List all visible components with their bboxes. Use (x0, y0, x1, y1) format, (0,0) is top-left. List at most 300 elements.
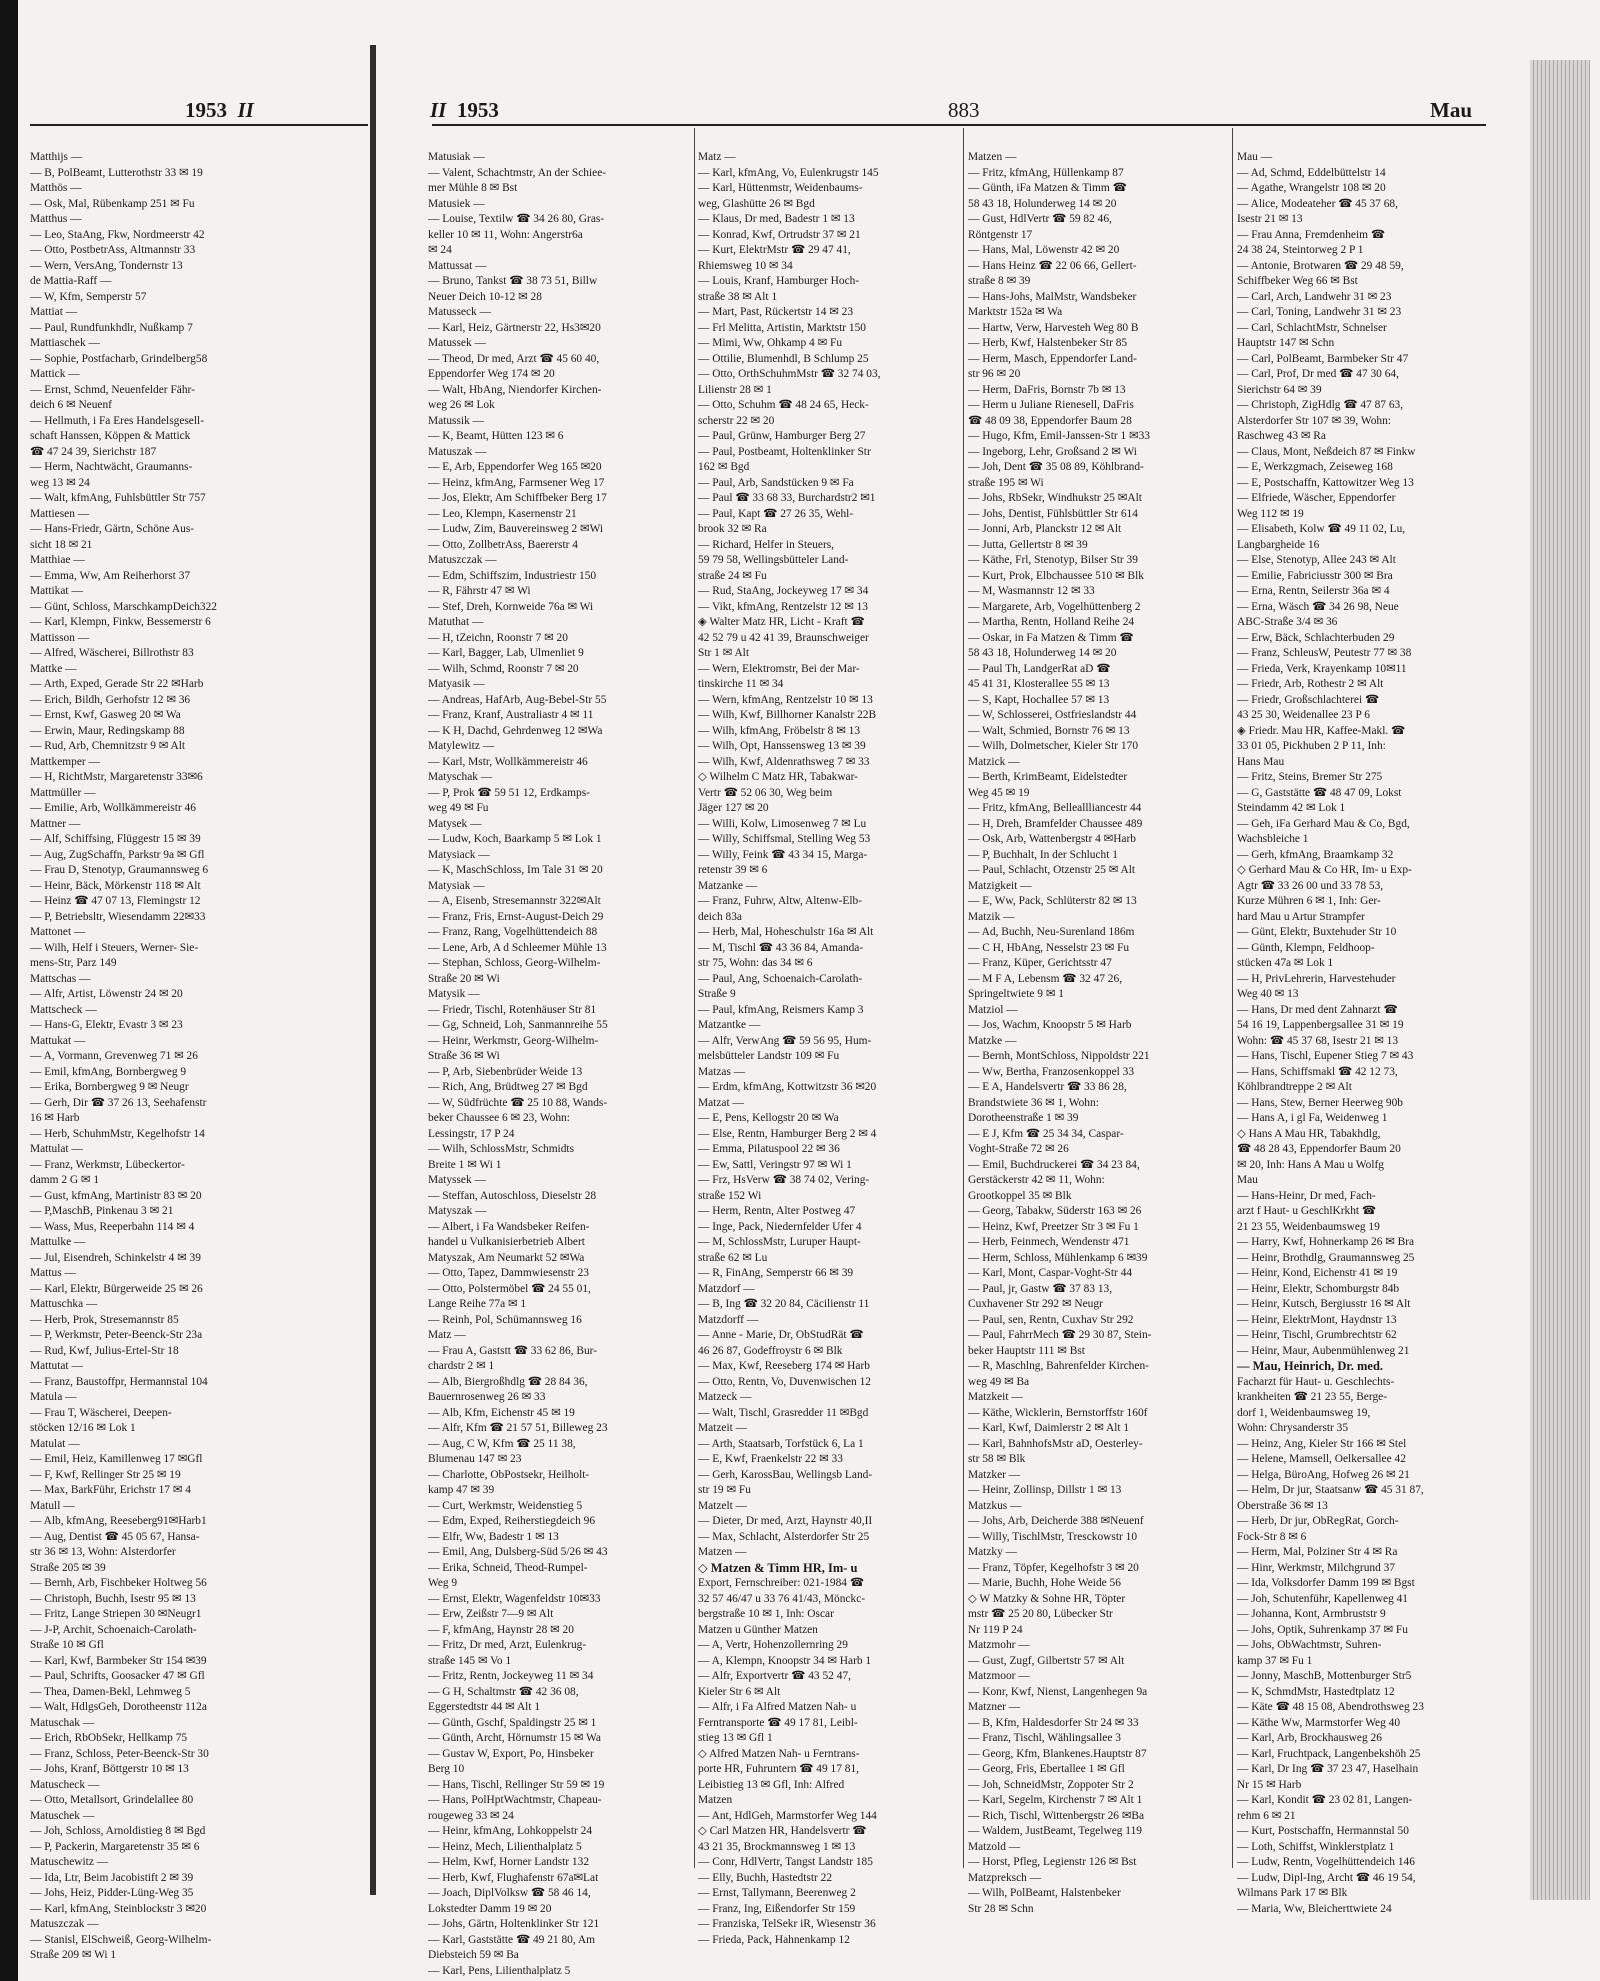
directory-entry: Langbargheide 16 (1237, 538, 1320, 551)
directory-entry: — Wern, kfmAng, Rentzelstr 10 ✉ 13 (698, 693, 873, 706)
directory-entry: ☎ 47 24 39, Sierichstr 187 (30, 445, 157, 458)
directory-entry: — Harry, Kwf, Hohnerkamp 26 ✉ Bra (1237, 1236, 1415, 1248)
directory-entry: — Max, BarkFühr, Erichstr 17 ✉ 4 (30, 1484, 191, 1496)
directory-entry: — Gustav W, Export, Po, Hinsbeker (428, 1747, 594, 1760)
directory-entry: — P,MaschB, Pinkenau 3 ✉ 21 (30, 1205, 174, 1217)
directory-entry: — Konrad, Kwf, Ortrudstr 37 ✉ 21 (698, 228, 861, 241)
directory-entry: ◇ W Matzky & Sohne HR, Töpter (968, 1592, 1126, 1605)
directory-entry: — Else, Rentn, Hamburger Berg 2 ✉ 4 (698, 1127, 877, 1140)
directory-entry: — S, Kapt, Hochallee 57 ✉ 13 (968, 693, 1110, 706)
directory-entry: Matylewitz — (428, 740, 495, 752)
directory-entry: — K H, Dachd, Gehrdenweg 12 ✉Wa (428, 724, 603, 737)
directory-entry: — A, Vormann, Grevenweg 71 ✉ 26 (30, 1050, 198, 1062)
directory-entry: straße 145 ✉ Vo 1 (428, 1654, 512, 1667)
directory-entry: stöcken 12/16 ✉ Lok 1 (30, 1422, 136, 1434)
directory-entry: — Ida, Ltr, Beim Jacobistift 2 ✉ 39 (30, 1871, 194, 1884)
directory-entry: — W, Schlosserei, Ostfrieslandstr 44 (968, 709, 1137, 721)
directory-entry: — Heinr, ElektrMont, Haydnstr 13 (1237, 1313, 1397, 1326)
directory-entry: — Ida, Volksdorfer Damm 199 ✉ Bgst (1237, 1577, 1415, 1589)
directory-entry: — J-P, Archit, Schoenaich-Carolath- (30, 1623, 197, 1636)
directory-entry: — Käthe Ww, Marmstorfer Weg 40 (1237, 1716, 1401, 1729)
directory-entry: — Heinz, Ang, Kieler Str 166 ✉ Stel (1237, 1437, 1407, 1450)
directory-entry: — Heinr, kfmAng, Lohkoppelstr 24 (428, 1825, 593, 1837)
column-rule (694, 128, 695, 1868)
directory-entry: — Fritz, kfmAng, Belleallliancestr 44 (968, 802, 1142, 814)
directory-entry: Matzner — (968, 1701, 1021, 1713)
directory-entry: Mattiesen — (30, 507, 90, 520)
directory-entry: Berg 10 (428, 1763, 465, 1775)
directory-entry: — Elly, Buchh, Hastedtstr 22 (698, 1871, 833, 1884)
directory-entry: — E, Ww, Pack, Schlüterstr 82 ✉ 13 (968, 895, 1137, 907)
directory-entry: — Franz, Schloss, Peter-Beenck-Str 30 (30, 1747, 209, 1760)
directory-entry: — Wilh, Opt, Hanssensweg 13 ✉ 39 (698, 740, 866, 752)
directory-entry: — W, Südfrüchte ☎ 25 10 88, Wands- (428, 1096, 608, 1109)
directory-entry: — Edm, Schiffszim, Industriestr 150 (428, 569, 597, 582)
directory-entry: — Louis, Kranf, Hamburger Hoch- (698, 275, 860, 287)
directory-entry: — Karl, Hüttenmstr, Weidenbaums- (698, 182, 863, 194)
directory-entry: — Erika, Bornbergweg 9 ✉ Neugr (30, 1081, 189, 1093)
directory-entry: — Oskar, in Fa Matzen & Timm ☎ (968, 631, 1134, 644)
directory-entry: — Fritz, Lange Striepen 30 ✉Neugr1 (30, 1608, 202, 1620)
directory-entry: — Emil, Ang, Dulsberg-Süd 5/26 ✉ 43 (428, 1546, 608, 1558)
directory-entry: — Ludw, Zim, Bauvereinsweg 2 ✉Wi (428, 523, 604, 535)
left-page-header (185, 98, 254, 123)
directory-entry: Mattulke — (30, 1236, 86, 1248)
directory-entry: straße 195 ✉ Wi (968, 476, 1044, 489)
directory-entry: — Karl, Klempn, Finkw, Bessemerstr 6 (30, 616, 211, 628)
directory-entry: — Herm, Schloss, Mühlenkamp 6 ✉39 (968, 1251, 1148, 1264)
right-page-header (430, 98, 499, 123)
directory-entry: — Heinr, Bäck, Mörkenstr 118 ✉ Alt (30, 879, 201, 892)
right-header-year: 1953 (456, 98, 499, 122)
directory-entry: — Alb, Kfm, Eichenstr 45 ✉ 19 (428, 1406, 575, 1419)
directory-entry: — Heinr, Kutsch, Bergiusstr 16 ✉ Alt (1237, 1298, 1411, 1310)
directory-entry: — Bernh, Arb, Fischbeker Holtweg 56 (30, 1577, 207, 1589)
directory-column-3 (968, 150, 1230, 1915)
directory-entry: — Helm, Dr jur, Staatsanw ☎ 45 31 87, (1237, 1484, 1424, 1496)
directory-entry: — M F A, Lebensm ☎ 32 47 26, (968, 972, 1123, 985)
directory-entry: Matzick — (968, 755, 1020, 768)
directory-entry: ◈ Walter Matz HR, Licht - Kraft ☎ (698, 616, 865, 628)
directory-entry: — Gust, Zugf, Gilbertstr 57 ✉ Alt (968, 1654, 1125, 1667)
directory-entry: Vertr ☎ 52 06 30, Weg beim (698, 786, 833, 799)
directory-entry: Köhlbrandtreppe 2 ✉ Alt (1237, 1081, 1352, 1093)
directory-entry: arzt f Haut- u GeschlKrkht ☎ (1237, 1205, 1377, 1217)
directory-entry: Weg 40 ✉ 13 (1237, 988, 1299, 1000)
directory-entry: — Hans-Johs, MalMstr, Wandsbeker (968, 290, 1137, 303)
directory-entry: porte HR, Fuhruntern ☎ 49 17 81, (698, 1763, 859, 1775)
directory-entry: — Karl, kfmAng, Vo, Eulenkrugstr 145 (698, 166, 879, 179)
right-header-rule (432, 124, 1486, 126)
directory-entry: keller 10 ✉ 11, Wohn: Angerstr6a (428, 228, 583, 241)
directory-entry: Straße 10 ✉ Gfl (30, 1639, 104, 1651)
directory-entry: — Käthe, Frl, Stenotyp, Bilser Str 39 (968, 554, 1138, 566)
directory-entry: 24 38 24, Steintorweg 2 P 1 (1237, 244, 1364, 256)
directory-entry: weg 49 ✉ Fu (428, 802, 489, 814)
directory-entry: mstr ☎ 25 20 80, Lübecker Str (968, 1608, 1113, 1620)
directory-entry: — Emil, Buchdruckerei ☎ 34 23 84, (968, 1158, 1140, 1171)
directory-entry: — Joh, Schutenführ, Kapellenweg 41 (1237, 1592, 1408, 1605)
directory-entry: Kieler Str 6 ✉ Alt (698, 1685, 781, 1698)
directory-entry: — Fritz, kfmAng, Hüllenkamp 87 (968, 166, 1124, 179)
directory-entry: — Ad, Buchh, Neu-Surenland 186m (968, 926, 1135, 938)
directory-entry: Diebsteich 59 ✉ Ba (428, 1949, 519, 1961)
directory-entry: — Paul ☎ 33 68 33, Burchardstr2 ✉1 (698, 492, 876, 504)
directory-entry: ◈ Friedr. Mau HR, Kaffee-Makl. ☎ (1237, 724, 1406, 737)
directory-entry: — Erw, Bäck, Schlachterbuden 29 (1237, 631, 1395, 644)
directory-entry: Matysiack — (428, 848, 490, 861)
directory-entry: — Kurt, Postschaffn, Hermannstal 50 (1237, 1825, 1409, 1837)
directory-entry: — Ludw, Rentn, Vogelhüttendeich 146 (1237, 1856, 1415, 1868)
directory-entry: — R, Fährstr 47 ✉ Wi (428, 585, 531, 597)
directory-entry: bergstraße 10 ✉ 1, Inh: Oscar (698, 1608, 834, 1620)
right-header-roman: II (430, 98, 447, 122)
directory-entry: — Heinz ☎ 47 07 13, Flemingstr 12 (30, 895, 201, 907)
directory-entry: — Hans, PolHptWachtmstr, Chapeau- (428, 1794, 602, 1806)
directory-entry: 43 25 30, Weidenallee 23 P 6 (1237, 709, 1370, 721)
directory-entry: — Wern, VersAng, Tondernstr 13 (30, 259, 183, 272)
directory-entry: — Konr, Kwf, Nienst, Langenhegen 9a (968, 1685, 1148, 1698)
directory-entry: — Anne - Marie, Dr, ObStudRät ☎ (698, 1329, 864, 1341)
directory-entry: Nr 15 ✉ Harb (1237, 1778, 1302, 1791)
directory-entry: rougeweg 33 ✉ 24 (428, 1809, 514, 1822)
directory-entry: — Carl, Toning, Landwehr 31 ✉ 23 (1237, 306, 1402, 318)
directory-entry: str 75, Wohn: das 34 ✉ 6 (698, 957, 813, 969)
directory-entry: Neuer Deich 10-12 ✉ 28 (428, 290, 542, 303)
directory-entry: — Martha, Rentn, Holland Reihe 24 (968, 616, 1135, 628)
directory-entry: — Karl, Mont, Caspar-Voght-Str 44 (968, 1267, 1133, 1279)
directory-entry: Export, Fernschreiber: 021-1984 ☎ (698, 1577, 865, 1589)
directory-entry: Springeltwiete 9 ✉ 1 (968, 988, 1064, 1000)
left-header-rule (30, 124, 368, 126)
directory-entry: Isestr 21 ✉ 13 (1237, 213, 1303, 225)
directory-entry: Lange Reihe 77a ✉ 1 (428, 1298, 527, 1310)
directory-entry: — Günth, Archt, Hörnumstr 15 ✉ Wa (428, 1732, 601, 1744)
directory-entry: — Paul, Schrifts, Goosacker 47 ✉ Gfl (30, 1670, 205, 1682)
directory-entry: ✉ 24 (428, 244, 452, 256)
directory-entry: — Gust, kfmAng, Martinistr 83 ✉ 20 (30, 1189, 202, 1202)
directory-entry: — Willy, TischlMstr, Tresckowstr 10 (968, 1530, 1138, 1543)
directory-entry: — Karl, Gaststätte ☎ 49 21 80, Am (428, 1933, 595, 1946)
directory-entry: — Heinr, Brothdlg, Graumannsweg 25 (1237, 1251, 1415, 1264)
directory-entry: — Erw, Zeißstr 7—9 ✉ Alt (428, 1608, 554, 1620)
directory-entry: — Paul, Postbeamt, Holtenklinker Str (698, 445, 871, 458)
directory-entry: — Alf, Schiffsing, Flüggestr 15 ✉ 39 (30, 833, 201, 845)
directory-entry: — Karl, Fruchtpack, Langenbekshöh 25 (1237, 1747, 1421, 1760)
directory-entry: — Fritz, Steins, Bremer Str 275 (1237, 771, 1383, 783)
directory-entry: — Herm, Rentn, Alter Postweg 47 (698, 1205, 856, 1217)
directory-entry: — E, Kwf, Fraenkelstr 22 ✉ 33 (698, 1453, 843, 1465)
directory-entry: Matussek — (428, 337, 486, 349)
directory-entry: — Herm u Juliane Rienesell, DaFris (968, 399, 1134, 411)
directory-entry: — Herb, SchuhmMstr, Kegelhofstr 14 (30, 1127, 205, 1140)
directory-entry: Mau — (1237, 151, 1273, 163)
directory-entry: Mattulat — (30, 1143, 83, 1155)
directory-entry: Dorotheenstraße 1 ✉ 39 (968, 1112, 1079, 1124)
directory-entry: — Walt, Schmied, Bornstr 76 ✉ 13 (968, 724, 1130, 737)
directory-entry: kamp 47 ✉ 39 (428, 1484, 495, 1496)
directory-entry: — Jul, Eisendreh, Schinkelstr 4 ✉ 39 (30, 1251, 201, 1264)
directory-entry: — Hartw, Verw, Harvesteh Weg 80 B (968, 321, 1139, 334)
directory-entry: Straße 20 ✉ Wi (428, 972, 500, 985)
directory-entry: — Carl, SchlachtMstr, Schnelser (1237, 321, 1387, 334)
directory-entry: — Erika, Schneid, Theod-Rumpel- (428, 1561, 588, 1574)
directory-entry: — R, Maschlng, Bahrenfelder Kirchen- (968, 1360, 1149, 1372)
directory-entry: — Karl, Segelm, Kirchenstr 7 ✉ Alt 1 (968, 1794, 1143, 1806)
directory-entry: — Paul, Schlacht, Otzenstr 25 ✉ Alt (968, 864, 1136, 876)
directory-entry: — Paul, Ang, Schoenaich-Carolath- (698, 972, 863, 985)
directory-entry: — Hans, Tischl, Rellinger Str 59 ✉ 19 (428, 1778, 605, 1791)
directory-entry: Nr 119 P 24 (968, 1623, 1023, 1636)
directory-entry: — Franz, Fuhrw, Altw, Altenw-Elb- (698, 895, 862, 907)
directory-entry: — Karl, Pens, Lilienthalplatz 5 (428, 1964, 571, 1977)
directory-entry: — K, MaschSchloss, Im Tale 31 ✉ 20 (428, 864, 603, 876)
directory-entry: — Conr, HdlVertr, Tangst Landstr 185 (698, 1856, 873, 1868)
directory-entry: — Heinr, Tischl, Grumbrechtstr 62 (1237, 1329, 1397, 1341)
directory-entry: — Frau A, Gaststt ☎ 33 62 86, Bur- (428, 1344, 597, 1357)
directory-entry: Matzen — (698, 1546, 747, 1558)
directory-entry: — Ottilie, Blumenhdl, B Schlump 25 (698, 352, 869, 365)
directory-entry: — K, Beamt, Hütten 123 ✉ 6 (428, 430, 564, 442)
directory-entry: Matuszczak — (30, 1918, 99, 1930)
directory-entry: — Heinr, Werkmstr, Georg-Wilhelm- (428, 1034, 599, 1047)
directory-entry: Matuthat — (428, 616, 484, 628)
directory-entry: — Rich, Ang, Brüdtweg 27 ✉ Bgd (428, 1081, 588, 1093)
directory-entry: Str 1 ✉ Alt (698, 647, 750, 659)
directory-entry: — Ludw, Koch, Baarkamp 5 ✉ Lok 1 (428, 833, 602, 845)
directory-column-4 (1237, 150, 1499, 1915)
directory-entry: — Heinz, kfmAng, Farmsener Weg 17 (428, 476, 605, 489)
directory-entry: Matusiak — (428, 151, 485, 163)
directory-entry: brook 32 ✉ Ra (698, 523, 767, 535)
directory-entry: dorf 1, Weidenbaumsweg 19, (1237, 1406, 1371, 1419)
directory-entry: — Wilh, Dolmetscher, Kieler Str 170 (968, 740, 1139, 752)
directory-entry: — Else, Stenotyp, Allee 243 ✉ Alt (1237, 554, 1396, 566)
directory-entry: Matzmohr — (968, 1639, 1030, 1651)
directory-entry: — Mimi, Ww, Ohkamp 4 ✉ Fu (698, 337, 843, 349)
directory-entry: straße 152 Wi (698, 1189, 762, 1202)
directory-entry: — E A, Handelsvertr ☎ 33 86 28, (968, 1081, 1127, 1093)
directory-entry: — H, tZeichn, Roonstr 7 ✉ 20 (428, 631, 568, 644)
directory-entry: — Emma, Ww, Am Reiherhorst 37 (30, 569, 191, 582)
directory-entry: — Paul Th, LandgerRat aD ☎ (968, 662, 1111, 675)
directory-entry: — Ad, Schmd, Eddelbüttelstr 14 (1237, 166, 1386, 179)
directory-entry: Matzas — (698, 1065, 746, 1078)
directory-entry: — Franz, Werkmstr, Lübeckertor- (30, 1158, 185, 1171)
directory-entry: — Hans, Tischl, Eupener Stieg 7 ✉ 43 (1237, 1050, 1414, 1062)
directory-entry: Lessingstr, 17 P 24 (428, 1127, 515, 1140)
directory-entry: — Maria, Ww, Bleicherttwiete 24 (1237, 1902, 1392, 1915)
scan-edge (0, 0, 18, 1981)
directory-entry: — P, Buchhalt, In der Schlucht 1 (968, 848, 1118, 861)
directory-entry: — P, Packerin, Margaretenstr 35 ✉ 6 (30, 1840, 200, 1853)
directory-entry: — Claus, Mont, Neßdeich 87 ✉ Finkw (1237, 445, 1416, 458)
directory-entry: deich 83a (698, 910, 742, 923)
directory-entry: Matzkus — (968, 1499, 1022, 1512)
directory-entry: — Gerh, kfmAng, Braamkamp 32 (1237, 848, 1394, 861)
directory-entry: — Herb, Dr jur, ObRegRat, Gorch- (1237, 1515, 1399, 1527)
directory-entry: — P, Betriebsltr, Wiesendamm 22✉33 (30, 910, 206, 923)
directory-entry: Mattussat — (428, 259, 487, 272)
directory-entry: — Wass, Mus, Reeperbahn 114 ✉ 4 (30, 1220, 195, 1233)
directory-entry: stücken 47a ✉ Lok 1 (1237, 957, 1334, 969)
directory-entry: deich 6 ✉ Neuenf (30, 399, 112, 411)
directory-entry: — Ingeborg, Lehr, Großsand 2 ✉ Wi (968, 445, 1137, 458)
directory-entry: — Johs, Arb, Deicherde 388 ✉Neuenf (968, 1515, 1144, 1527)
directory-entry: weg 26 ✉ Lok (428, 399, 495, 411)
directory-entry: Matzold — (968, 1840, 1021, 1853)
directory-entry: — Helene, Mamsell, Oelkersallee 42 (1237, 1453, 1406, 1465)
directory-entry: — Karl, Heiz, Gärtnerstr 22, Hs3✉20 (428, 321, 601, 334)
directory-entry: — Rud, Arb, Chemnitzstr 9 ✉ Alt (30, 740, 186, 752)
running-head: Mau (1430, 98, 1472, 122)
directory-entry: — Erich, Bildh, Gerhofstr 12 ✉ 36 (30, 693, 191, 706)
directory-entry: Matyszak, Am Neumarkt 52 ✉Wa (428, 1251, 585, 1264)
directory-entry: — Ernst, Elektr, Wagenfeldstr 10✉33 (428, 1592, 601, 1605)
directory-entry: — Karl, Kwf, Barmbeker Str 154 ✉39 (30, 1654, 207, 1667)
directory-entry: — Elfriede, Wäscher, Eppendorfer (1237, 492, 1396, 504)
directory-entry: — Friedr, Arb, Rothestr 2 ✉ Alt (1237, 678, 1384, 690)
directory-entry: Matzke — (968, 1034, 1017, 1047)
column-rule (963, 128, 964, 1868)
directory-entry: — Paul, Arb, Sandstücken 9 ✉ Fa (698, 476, 854, 489)
directory-entry: — Heinr, Zollinsp, Dillstr 1 ✉ 13 (968, 1484, 1122, 1496)
directory-entry: Matull — (30, 1499, 75, 1512)
directory-entry: — Leo, StaAng, Fkw, Nordmeerstr 42 (30, 228, 205, 241)
directory-entry: — R, FinAng, Semperstr 66 ✉ 39 (698, 1267, 854, 1279)
directory-entry: Hans Mau (1237, 755, 1285, 768)
directory-entry: — Otto, Schuhm ☎ 48 24 65, Heck- (698, 399, 869, 411)
directory-entry: — Karl, Mstr, Wollkämmereistr 46 (428, 755, 588, 768)
directory-entry: — Günt, Schloss, MarschkampDeich322 (30, 600, 217, 613)
directory-entry: Str 28 ✉ Schn (968, 1902, 1034, 1915)
directory-entry: Mattuschka — (30, 1298, 98, 1310)
directory-entry: — Reinh, Pol, Schümannsweg 16 (428, 1313, 582, 1326)
directory-entry: — Arth, Staatsarb, Torfstück 6, La 1 (698, 1437, 864, 1450)
directory-entry: — Otto, ZollbetrAss, Baererstr 4 (428, 538, 578, 551)
directory-entry: Matthijs — (30, 151, 83, 163)
directory-entry: damm 2 G ✉ 1 (30, 1174, 100, 1186)
directory-entry: ◇ Alfred Matzen Nah- u Ferntrans- (698, 1747, 860, 1760)
directory-entry: Matyszak — (428, 1205, 487, 1217)
directory-entry: — Franz, Tischl, Wählingsallee 3 (968, 1732, 1121, 1744)
directory-entry: — Emma, Pilatuspool 22 ✉ 36 (698, 1143, 840, 1155)
directory-entry: ◇ Wilhelm C Matz HR, Tabakwar- (698, 771, 858, 783)
directory-entry: Matzen — (968, 151, 1017, 163)
directory-entry: — Ew, Sattl, Veringstr 97 ✉ Wi 1 (698, 1158, 852, 1171)
directory-entry: — Franz, Rang, Vogelhüttendeich 88 (428, 926, 598, 938)
directory-entry: — Fritz, Rentn, Jockeyweg 11 ✉ 34 (428, 1670, 594, 1682)
directory-entry: — Jos, Wachm, Knoopstr 5 ✉ Harb (968, 1019, 1132, 1031)
directory-entry: tinskirche 11 ✉ 34 (698, 678, 784, 690)
directory-entry: — Carl, Prof, Dr med ☎ 47 30 64, (1237, 368, 1399, 380)
directory-entry: — Karl, Bagger, Lab, Ulmenliet 9 (428, 647, 584, 659)
directory-entry: — Andreas, HafArb, Aug-Bebel-Str 55 (428, 693, 607, 706)
directory-entry: — Paul, kfmAng, Reismers Kamp 3 (698, 1003, 864, 1016)
directory-entry: Sierichstr 64 ✉ 39 (1237, 383, 1322, 396)
directory-entry: — Herb, Prok, Stresemannstr 85 (30, 1313, 179, 1326)
directory-entry: — Paul, Grünw, Hamburger Berg 27 (698, 430, 866, 442)
directory-entry: — Gerh, KarossBau, Wellingsb Land- (698, 1468, 873, 1481)
directory-entry: 42 52 79 u 42 41 39, Braunschweiger (698, 631, 869, 644)
directory-entry: — Karl, Dr Ing ☎ 37 23 47, Haselhain (1237, 1763, 1419, 1775)
directory-entry: — M, Wasmannstr 12 ✉ 33 (968, 585, 1095, 597)
directory-entry: Mattke — (30, 662, 77, 675)
directory-entry: — Herm, Mal, Polziner Str 4 ✉ Ra (1237, 1546, 1398, 1558)
directory-entry: — Heinr, Maur, Aubenmühlenweg 21 (1237, 1344, 1410, 1357)
directory-entry: Matuszak — (428, 445, 487, 458)
directory-entry: — Geh, iFa Gerhard Mau & Co, Bgd, (1237, 817, 1410, 830)
directory-entry: Voght-Straße 72 ✉ 26 (968, 1143, 1069, 1155)
directory-entry: — Richard, Helfer in Steuers, (698, 538, 835, 551)
directory-entry: — Louise, Textilw ☎ 34 26 80, Gras- (428, 213, 605, 225)
directory-entry: — Stephan, Schloss, Georg-Wilhelm- (428, 957, 601, 969)
directory-entry: de Mattia-Raff — (30, 275, 112, 287)
directory-entry: — Hans A, i gl Fa, Weidenweg 1 (1237, 1112, 1388, 1124)
directory-entry: — Jonni, Arb, Planckstr 12 ✉ Alt (968, 523, 1122, 535)
directory-entry: retenstr 39 ✉ 6 (698, 864, 768, 876)
directory-entry: — E, Arb, Eppendorfer Weg 165 ✉20 (428, 461, 602, 473)
directory-entry: Matuszczak — (428, 554, 497, 566)
directory-entry: — Rud, Kwf, Julius-Ertel-Str 18 (30, 1344, 179, 1357)
directory-entry: — Georg, Tabakw, Süderstr 163 ✉ 26 (968, 1205, 1142, 1217)
directory-entry: — Wilh, kfmAng, Fröbelstr 8 ✉ 13 (698, 724, 861, 737)
directory-entry: — P, Arb, Siebenbrüder Weide 13 (428, 1065, 583, 1078)
directory-entry: — E, Postschaffn, Kattowitzer Weg 13 (1237, 476, 1414, 489)
directory-entry: schaft Hanssen, Köppen & Mattick (30, 430, 191, 442)
directory-entry: — Heinr, Kond, Eichenstr 41 ✉ 19 (1237, 1267, 1398, 1279)
directory-entry: — Gerh, Dir ☎ 37 26 13, Seehafenstr (30, 1096, 207, 1109)
directory-entry: ◇ Carl Matzen HR, Handelsvertr ☎ (698, 1825, 867, 1837)
directory-entry: Matzeck — (698, 1391, 752, 1403)
directory-entry: — Gust, HdlVertr ☎ 59 82 46, (968, 213, 1112, 225)
directory-entry: str 19 ✉ Fu (698, 1484, 751, 1496)
directory-entry: ◇ Hans A Mau HR, Tabakhdlg, (1237, 1127, 1381, 1140)
directory-column-2 (698, 150, 960, 1946)
directory-entry: Matz — (698, 151, 736, 163)
directory-entry: — Johs, RbSekr, Windhukstr 25 ✉Alt (968, 492, 1142, 504)
directory-entry: — Alb, Biergroßhdlg ☎ 28 84 36, (428, 1375, 588, 1388)
directory-entry: — Frl Melitta, Artistin, Marktstr 150 (698, 321, 867, 334)
directory-entry: — Alfred, Wäscherei, Billrothstr 83 (30, 647, 194, 659)
directory-entry: — Herb, Feinmech, Wendenstr 471 (968, 1236, 1130, 1248)
directory-entry: sicht 18 ✉ 21 (30, 538, 93, 551)
directory-entry: Agtr ☎ 33 26 00 und 33 78 53, (1237, 879, 1384, 892)
directory-entry: Jäger 127 ✉ 20 (698, 802, 769, 814)
directory-entry: Matussik — (428, 414, 485, 427)
directory-entry: — M, SchlossMstr, Luruper Haupt- (698, 1236, 861, 1248)
directory-entry: — Herb, Kwf, Flughafenstr 67a✉Lat (428, 1871, 599, 1884)
directory-column-1 (428, 150, 691, 1977)
directory-entry: — Franz, Ing, Eißendorfer Str 159 (698, 1902, 856, 1915)
directory-entry: Mattisson — (30, 631, 90, 644)
directory-entry: Matysek — (428, 817, 482, 830)
directory-entry: — Hans, Schiffsmakl ☎ 42 12 73, (1237, 1065, 1398, 1078)
directory-entry: — Max, Schlacht, Alsterdorfer Str 25 (698, 1530, 870, 1543)
directory-entry: — Ant, HdlGeh, Marmstorfer Weg 144 (698, 1809, 877, 1822)
directory-entry: Matthiae — (30, 554, 85, 566)
directory-entry: — Willi, Kolw, Limosenweg 7 ✉ Lu (698, 817, 867, 830)
directory-entry: Matyschak — (428, 771, 493, 783)
directory-entry: weg 13 ✉ 24 (30, 476, 90, 489)
directory-entry: Mattikat — (30, 585, 83, 597)
directory-entry: — Alb, kfmAng, Reeseberg91✉Harb1 (30, 1515, 207, 1527)
directory-entry: — Erich, RbObSekr, Hellkamp 75 (30, 1732, 188, 1744)
directory-entry: — Ernst, Schmd, Neuenfelder Fähr- (30, 383, 195, 396)
directory-entry: Brandstwiete 36 ✉ 1, Wohn: (968, 1096, 1099, 1109)
directory-entry: — Johs, Gärtn, Holtenklinker Str 121 (428, 1918, 600, 1930)
directory-entry: — Franz, SchleusW, Peutestr 77 ✉ 38 (1237, 647, 1412, 659)
